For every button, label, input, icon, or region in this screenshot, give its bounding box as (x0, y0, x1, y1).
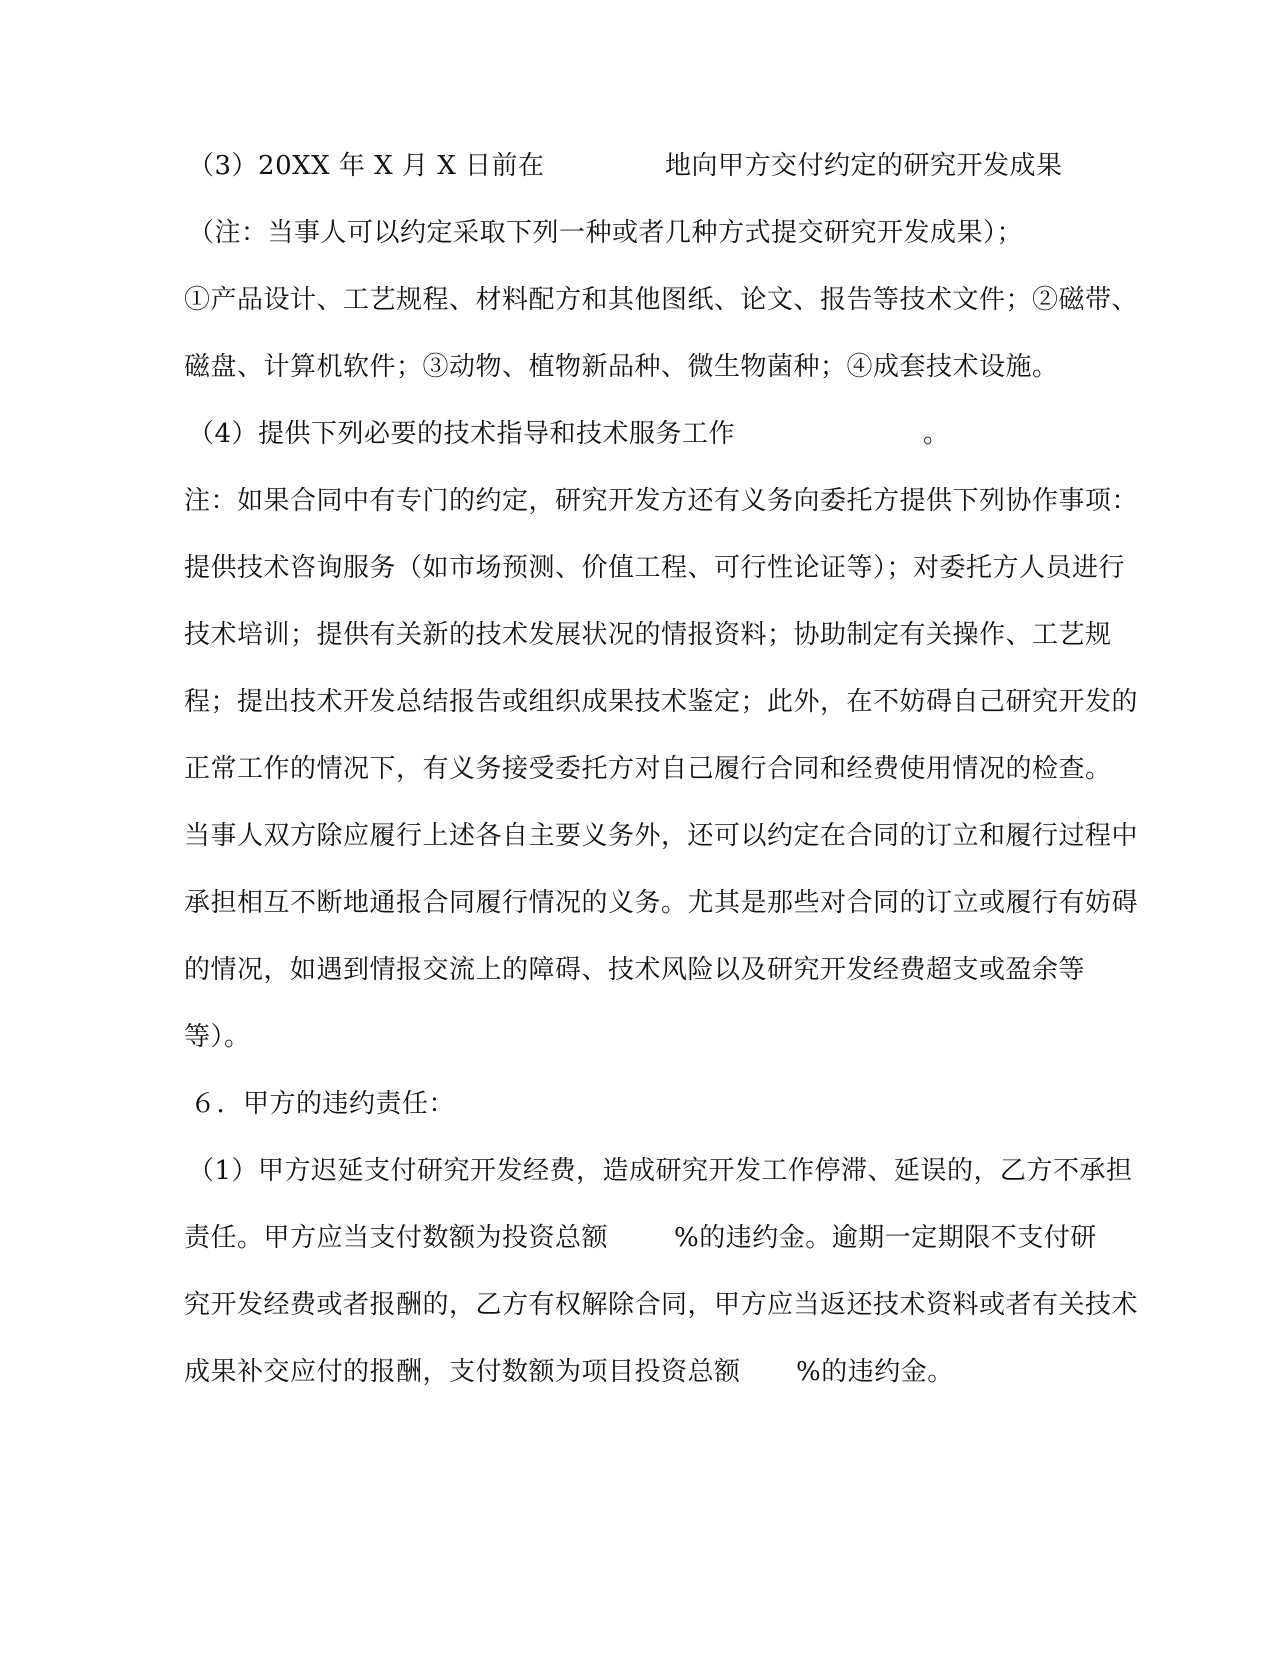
clause-6-1-line-4a: 成果补交应付的报酬，支付数额为项目投资总额 (184, 1357, 741, 1387)
mutual-duty-line-3: 的情况，如遇到情报交流上的障碍、技术风险以及研究开发经费超支或盈余等 (184, 955, 1086, 985)
clause-3-start: （3）20XX 年 X 月 X 日前在 (188, 151, 545, 181)
note-cooperation-line-2: 提供技术咨询服务（如市场预测、价值工程、可行性论证等）；对委托方人员进行 (184, 553, 1126, 583)
section-6-heading: ６．甲方的违约责任： (190, 1089, 456, 1119)
clause-6-1-line-3: 究开发经费或者报酬的，乙方有权解除合同，甲方应当返还技术资料或者有关技术 (184, 1290, 1139, 1320)
clause-6-1-line-2a: 责任。甲方应当支付数额为投资总额 (184, 1223, 609, 1253)
note-cooperation-line-5: 正常工作的情况下，有义务接受委托方对自己履行合同和经费使用情况的检查。 (184, 754, 1112, 784)
clause-6-1-line-2b: %的违约金。逾期一定期限不支付研 (674, 1223, 1097, 1253)
mutual-duty-line-1: 当事人双方除应履行上述各自主要义务外，还可以约定在合同的订立和履行过程中 (184, 821, 1139, 851)
mutual-duty-line-2: 承担相互不断地通报合同履行情况的义务。尤其是那些对合同的订立或履行有妨碍 (184, 888, 1139, 918)
mutual-duty-line-4: 等）。 (184, 1022, 251, 1052)
deliverable-list-line-1: ①产品设计、工艺规程、材料配方和其他图纸、论文、报告等技术文件；②磁带、 (184, 285, 1139, 315)
clause-4-text: （4）提供下列必要的技术指导和技术服务工作 (188, 419, 736, 449)
note-deliverable-methods: （注：当事人可以约定采取下列一种或者几种方式提交研究开发成果）； (188, 218, 1024, 248)
note-cooperation-line-4: 程；提出技术开发总结报告或组织成果技术鉴定；此外，在不妨碍自己研究开发的 (184, 687, 1139, 717)
clause-3-continuation: 地向甲方交付约定的研究开发成果 (665, 151, 1063, 181)
clause-6-1-line-1: （1）甲方迟延支付研究开发经费，造成研究开发工作停滞、延误的，乙方不承担 (188, 1156, 1133, 1186)
clause-4-period: 。 (923, 419, 950, 449)
clause-6-1-line-4b: %的违约金。 (796, 1357, 954, 1387)
deliverable-list-line-2: 磁盘、计算机软件；③动物、植物新品种、微生物菌种；④成套技术设施。 (184, 352, 1059, 382)
note-cooperation-line-1: 注：如果合同中有专门的约定，研究开发方还有义务向委托方提供下列协作事项： (184, 486, 1139, 516)
note-cooperation-line-3: 技术培训；提供有关新的技术发展状况的情报资料；协助制定有关操作、工艺规 (184, 620, 1112, 650)
